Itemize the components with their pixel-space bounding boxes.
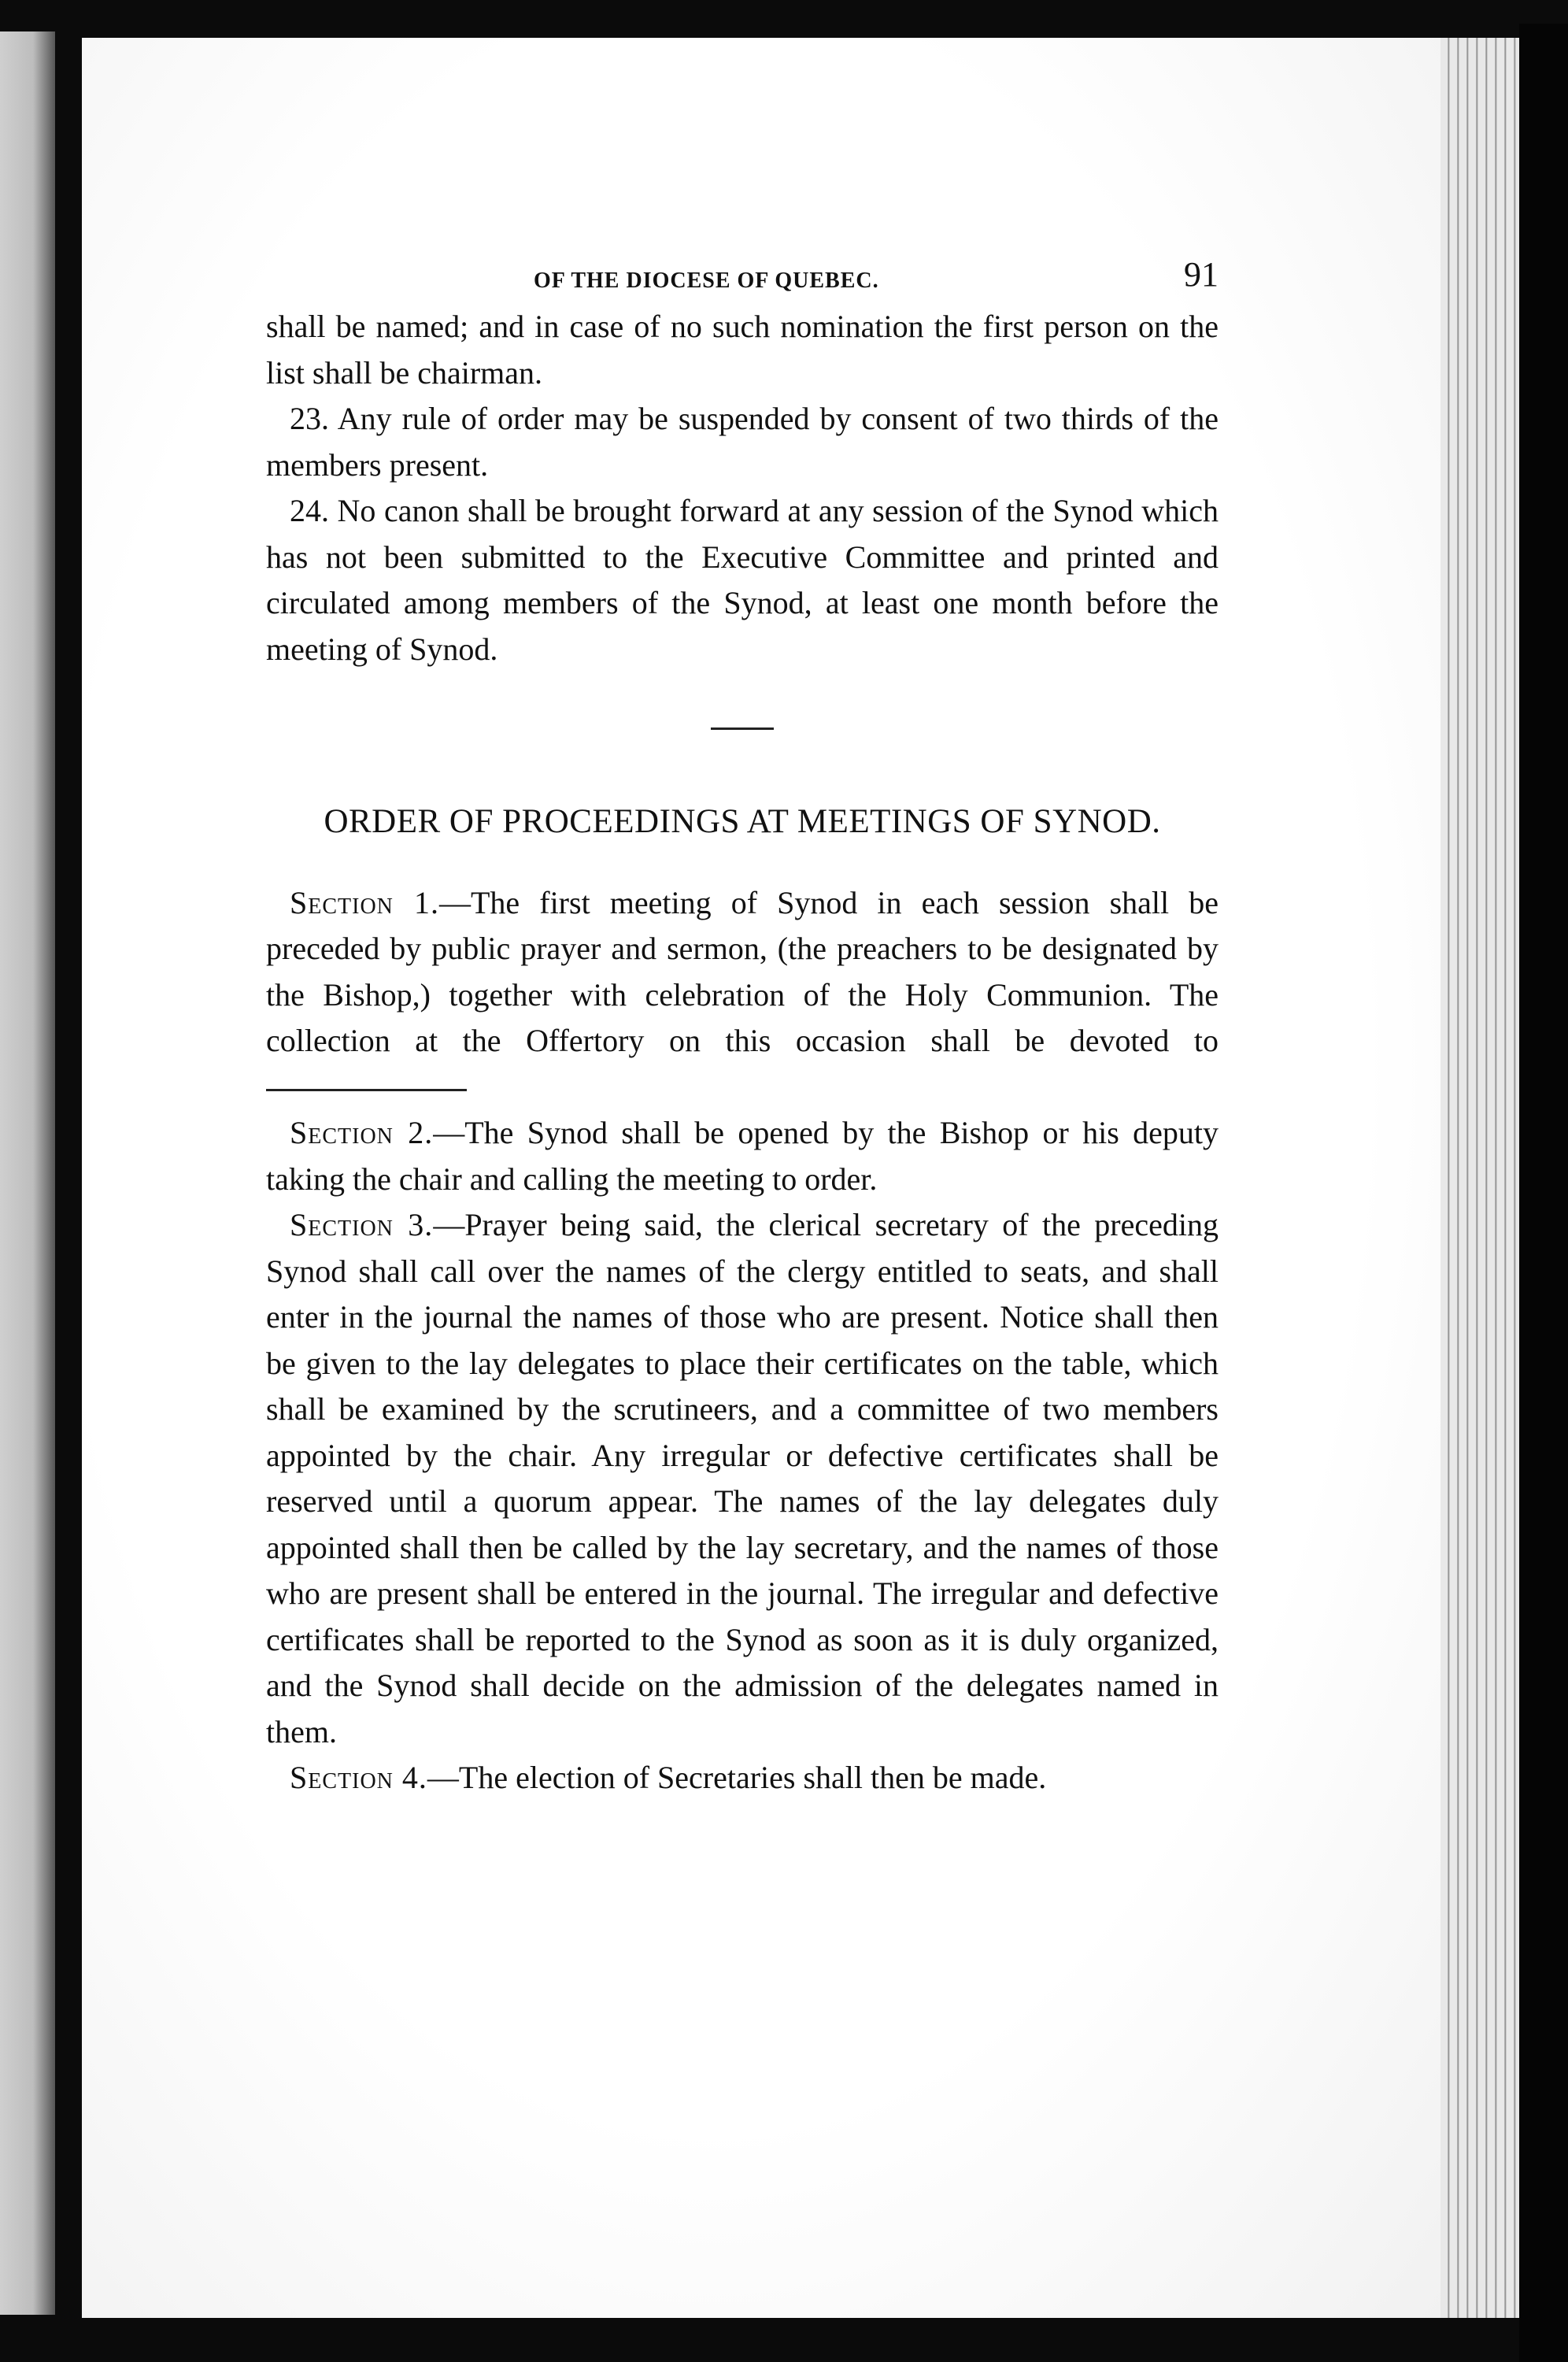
running-title: OF THE DIOCESE OF QUEBEC. <box>534 268 879 293</box>
scan-border <box>1519 24 1568 2362</box>
section-heading: ORDER OF PROCEEDINGS AT MEETINGS OF SYNOD. <box>324 803 1161 840</box>
page-number: 91 <box>1184 255 1219 294</box>
paragraph-rule-24: 24. No canon shall be brought forward at any session of the Synod which has not been submitted to the Executive Committee and printed and circulated among members of the Synod, at least one month before the meeting of Synod. <box>266 493 1219 667</box>
section-label: Section 4. <box>290 1760 427 1795</box>
section-3 <box>266 1202 1219 1755</box>
previous-page-edge <box>0 31 55 2315</box>
section-2 <box>266 1110 1219 1202</box>
page-stack-edges <box>1440 38 1519 2318</box>
section-4 <box>266 1755 1219 1801</box>
page-text <box>266 252 1219 1801</box>
section-label: Section 3. <box>290 1207 434 1242</box>
section-text: —The election of Secretaries shall then be made. <box>427 1760 1047 1795</box>
paragraph-rule-23: 23. Any rule of order may be suspended by consent of two thirds of the members present. <box>266 401 1219 483</box>
section-label: Section 1. <box>290 884 439 920</box>
section-text: —The Synod shall be opened by the Bishop or his deputy taking the chair and calling the meeting to order. <box>266 1115 1219 1197</box>
section-text: —The first meeting of Synod in each session shall be preceded by public prayer and sermon, (the preachers to be designated by the Bishop,) together with celebration of the Holy Communion. The collection at the Offertory on this occasion shall be devoted to <box>266 884 1219 1058</box>
section-label: Section 2. <box>290 1115 434 1150</box>
blank-fill-line <box>266 1089 467 1091</box>
running-head <box>266 252 1219 299</box>
paragraph-continuation: shall be named; and in case of no such nomination the first person on the list shall be chairman. <box>266 309 1219 391</box>
section-divider <box>711 727 774 730</box>
section-1 <box>266 880 1219 1111</box>
section-text: —Prayer being said, the clerical secretary of the preceding Synod shall call over the names of the clergy entitled to seats, and shall enter in the journal the names of those who are present. Notice shall then be given to the lay delegates to place their certificates on the table, which shall be examined by the scrutineers, and a committee of two members appointed by the chair. Any irregular or defective certificates shall be reserved until a quorum appear. The names of the lay delegates duly appointed shall then be called by the lay secretary, and the names of those who are present shall be entered in the journal. The irregular and defective certificates shall be reported to the Synod as soon as it is duly organized, and the Synod shall decide on the admission of the delegates named in them. <box>266 1207 1219 1749</box>
